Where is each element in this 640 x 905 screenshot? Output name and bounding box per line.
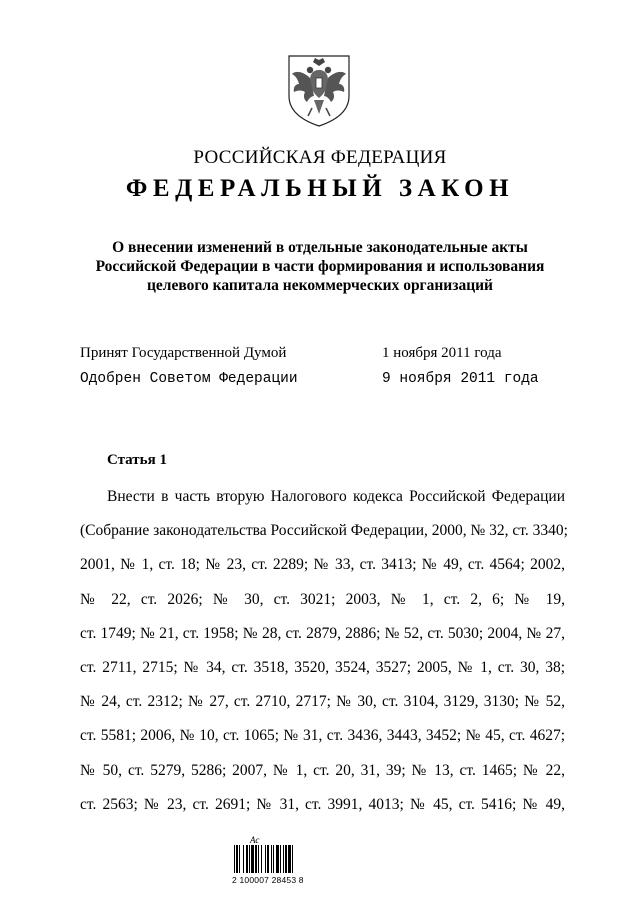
article-line: 2001, № 1, ст. 18; № 23, ст. 2289; № 33, ст. 3413; № 49, ст. 4564; 2002, [80, 556, 565, 574]
article-line: ст. 1749; № 21, ст. 1958; № 28, ст. 2879, 2886; № 52, ст. 5030; 2004, № 27, [80, 624, 565, 642]
article-line: № 22, ст. 2026; № 30, ст. 3021; 2003, № 1, ст. 2, 6; № 19, [80, 590, 565, 608]
article-line: ст. 2563; № 23, ст. 2691; № 31, ст. 3991, 4013; № 45, ст. 5416; № 49, [80, 795, 565, 813]
country-name: РОССИЙСКАЯ ФЕДЕРАЦИЯ [193, 147, 447, 168]
article-body [80, 480, 568, 822]
russian-coat-of-arms-icon [286, 52, 352, 128]
law-title [80, 238, 560, 295]
article-line: (Собрание законодательства Российской Федерации, 2000, № 32, ст. 3340; [80, 522, 568, 540]
document-type: ФЕДЕРАЛЬНЫЙ ЗАКОН [125, 175, 515, 202]
barcode-bars-icon [232, 845, 324, 873]
law-title-line: О внесении изменений в отдельные законодательные акты [112, 239, 528, 256]
barcode [232, 835, 324, 887]
approval-date: 1 ноября 2011 года [382, 345, 502, 361]
barcode-mark: Ас [250, 835, 260, 845]
approval-date: 9 ноября 2011 года [382, 371, 539, 387]
article-line: ст. 5581; 2006, № 10, ст. 1065; № 31, ст. 3436, 3443, 3452; № 45, ст. 4627; [80, 727, 565, 745]
approval-label: Одобрен Советом Федерации [80, 371, 298, 387]
law-title-line: целевого капитала некоммерческих организаций [147, 277, 493, 294]
law-title-line: Российской Федерации в части формирования и использования [95, 258, 545, 275]
approval-label: Принят Государственной Думой [80, 345, 287, 361]
article-line: ст. 2711, 2715; № 34, ст. 3518, 3520, 3524, 3527; 2005, № 1, ст. 30, 38; [80, 658, 565, 676]
article-heading: Статья 1 [107, 452, 167, 468]
article-line: № 50, ст. 5279, 5286; 2007, № 1, ст. 20, 31, 39; № 13, ст. 1465; № 22, [80, 761, 565, 779]
barcode-digits: 2 100007 28453 8 [232, 875, 304, 885]
article-line: № 24, ст. 2312; № 27, ст. 2710, 2717; № 30, ст. 3104, 3129, 3130; № 52, [80, 693, 565, 711]
article-line: Внести в часть вторую Налогового кодекса Российской Федерации [107, 488, 565, 505]
